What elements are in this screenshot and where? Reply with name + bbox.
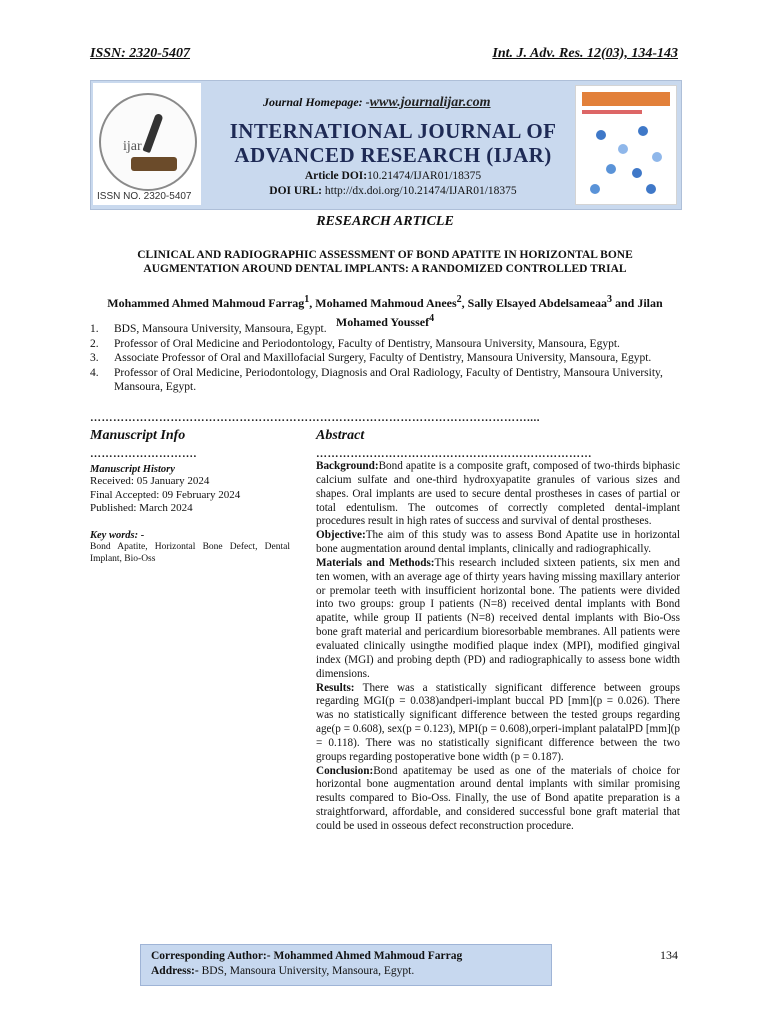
journal-title-line1: INTERNATIONAL JOURNAL OF [229, 119, 557, 143]
molecule-node [618, 144, 628, 154]
section-separator: …………………………………………………………………………………………………….... [90, 412, 540, 424]
corresponding-name: Mohammed Ahmed Mahmoud Farrag [270, 950, 463, 962]
abstract-objective [316, 529, 680, 557]
affiliation-text: Professor of Oral Medicine, Periodontology, Diagnosis and Oral Radiology, Faculty of Dentistry, Mansoura University, Mansoura, Egypt. [114, 366, 663, 393]
abstract-section-text: This research included sixteen patients, six men and ten women, with an average age of thirty years having missing maxillary anterior or premolar teeth with insufficient horizontal bone. The patients were divided into two groups: group I patients (N=8) received dental implants with Bond apatite, while group II patients (N=8) received dental implants with Bio-Oss bone graft material and pericardium bioresorbable membranes. All patients were evaluated clinically usingthe modified plaque index (MPI), modified gingival index (MGI) and probing depth (PD) and radiographically to assess bone width dimensions. [316, 556, 680, 680]
keywords-text: Bond Apatite, Horizontal Bone Defect, Dental Implant, Bio-Oss [90, 541, 290, 564]
affiliation-text: BDS, Mansoura University, Mansoura, Egypt. [114, 323, 327, 335]
running-header [90, 46, 678, 62]
affiliation-item [90, 322, 680, 337]
article-type: RESEARCH ARTICLE [316, 214, 454, 229]
abstract-results [316, 682, 680, 765]
doi-value: 10.21474/IJAR01/18375 [367, 170, 482, 182]
citation-text: Int. J. Adv. Res. 12(03), 134-143 [492, 46, 678, 61]
affiliation-text: Professor of Oral Medicine and Periodontology, Faculty of Dentistry, Mansoura University, Mansoura, Egypt. [114, 337, 620, 350]
homepage-link[interactable]: www.journalijar.com [369, 95, 491, 110]
cover-title-strip [582, 92, 670, 106]
molecule-node [606, 164, 616, 174]
abstract-body [316, 460, 680, 834]
abstract-section-text: Bond apatite is a composite graft, composed of two-thirds biphasic calcium sulfate and one-third hydroxyapatite granules of various sizes and shapes. Oral implants are used to secure dental prostheses in cases of partial or total edentulism. The outcomes of correctly completed dental-implant procedures result in high rates of success and survival of dental prostheses. [316, 460, 680, 528]
author-affiliation-mark: 2 [456, 294, 462, 305]
manuscript-info-heading: Manuscript Info [90, 428, 186, 443]
molecule-node [638, 126, 648, 136]
corresponding-author-box [140, 944, 552, 986]
author-name: Mohamed Mahmoud Anees [315, 296, 457, 310]
affiliation-item [90, 366, 680, 395]
article-title-line2: AUGMENTATION AROUND DENTAL IMPLANTS: A RANDOMIZED CONTROLLED TRIAL [143, 263, 627, 275]
address-label: Address:- [151, 965, 199, 977]
manuscript-info-dots: ………………………. [90, 448, 197, 460]
abstract-dots: ……………………………………………………………… [316, 448, 592, 460]
doi-url-link[interactable]: http://dx.doi.org/10.21474/IJAR01/18375 [324, 185, 517, 197]
affiliation-number: 3. [90, 352, 99, 364]
author-name: Mohamed Youssef [335, 315, 430, 329]
published-date: Published: March 2024 [90, 502, 193, 514]
abstract-section-label: Conclusion: [316, 764, 374, 777]
affiliation-item [90, 337, 680, 352]
abstract-heading: Abstract [316, 428, 365, 443]
author-affiliation-mark: 3 [607, 294, 612, 305]
abstract-section-text: Bond apatitemay be used as one of the materials of choice for horizontal bone augmentation around dental implants with similar promising results compared to Bio-Oss. Finally, the use of Bond apatite preparation is a straightforward, affordable, and considered successful bone graft material that could be used in osseous defect reconstruction procedure. [316, 764, 680, 832]
author-separator: and Jilan [612, 296, 663, 310]
journal-logo [93, 83, 201, 205]
logo-issn: ISSN NO. 2320-5407 [97, 191, 192, 202]
manuscript-info [90, 428, 290, 565]
affiliation-text: Associate Professor of Oral and Maxillofacial Surgery, Faculty of Dentistry, Mansoura University, Mansoura, Egypt. [114, 352, 652, 364]
logo-emblem [99, 93, 197, 191]
accepted-date: Final Accepted: 09 February 2024 [90, 488, 241, 501]
manuscript-history-label: Manuscript History [90, 464, 175, 475]
journal-homepage [263, 95, 491, 111]
page-number: 134 [660, 948, 678, 962]
affiliation-number: 1. [90, 323, 99, 335]
author-name: Sally Elsayed Abdelsameaa [467, 296, 607, 310]
cover-subtitle-strip [582, 110, 642, 114]
abstract-section-text: There was a statistically significant difference between groups regarding MGI(p = 0.038)andperi-implant buccal PD [mm](p = 0.026). There was no statistically significant difference between the tested groups regarding age(p = 0.608), sex(p = 0.123), MPI(p = 0.608),orperi-implant palatalPD [mm](p = 0.118). There was no statistically significant difference between the two groups regarding postoperative bone width (p = 0.187). [316, 681, 680, 763]
quill-icon [142, 113, 163, 153]
doi-label: Article DOI: [304, 170, 368, 182]
molecule-node [652, 152, 662, 162]
abstract-conclusion [316, 765, 680, 834]
abstract-section-label: Results: [316, 681, 355, 694]
molecule-node [596, 130, 606, 140]
affiliation-number: 2. [90, 337, 99, 350]
abstract-section-label: Background: [316, 460, 379, 472]
doi-block [213, 169, 573, 199]
journal-cover-image [575, 85, 677, 205]
doi-url-label: DOI URL: [269, 185, 323, 197]
author-affiliation-mark: 1 [304, 294, 310, 305]
molecule-node [590, 184, 600, 194]
address-text: BDS, Mansoura University, Mansoura, Egypt. [198, 965, 415, 977]
affiliation-number: 4. [90, 366, 99, 379]
journal-title [213, 119, 573, 167]
molecule-node [632, 168, 642, 178]
molecule-node [646, 184, 656, 194]
affiliation-item [90, 351, 680, 366]
abstract-column [316, 428, 680, 834]
abstract-section-label: Materials and Methods: [316, 556, 435, 569]
issn-text: ISSN: 2320-5407 [90, 46, 190, 61]
author-name: Mohammed Ahmed Mahmoud Farrag [107, 296, 305, 310]
corresponding-label: Corresponding Author:- [151, 950, 271, 962]
author-separator: , [309, 296, 316, 310]
journal-title-line2: ADVANCED RESEARCH (IJAR) [234, 143, 552, 167]
abstract-background [316, 460, 680, 529]
logo-label: ijar [123, 139, 142, 154]
affiliation-list [90, 322, 680, 395]
author-affiliation-mark: 4 [429, 313, 435, 324]
homepage-label: Journal Homepage: - [263, 95, 370, 109]
abstract-methods [316, 557, 680, 682]
article-title-line1: CLINICAL AND RADIOGRAPHIC ASSESSMENT OF BOND APATITE IN HORIZONTAL BONE [137, 249, 633, 261]
keywords-label: Key words: - [90, 529, 145, 541]
article-title [100, 248, 670, 276]
journal-banner [90, 80, 682, 210]
received-date: Received: 05 January 2024 [90, 475, 210, 487]
book-icon [131, 157, 177, 171]
abstract-section-label: Objective: [316, 529, 366, 542]
author-separator: , [461, 296, 468, 310]
abstract-section-text: The aim of this study was to assess Bond Apatite use in horizontal bone augmentation around dental implants, clinically and radiographically. [316, 529, 680, 556]
